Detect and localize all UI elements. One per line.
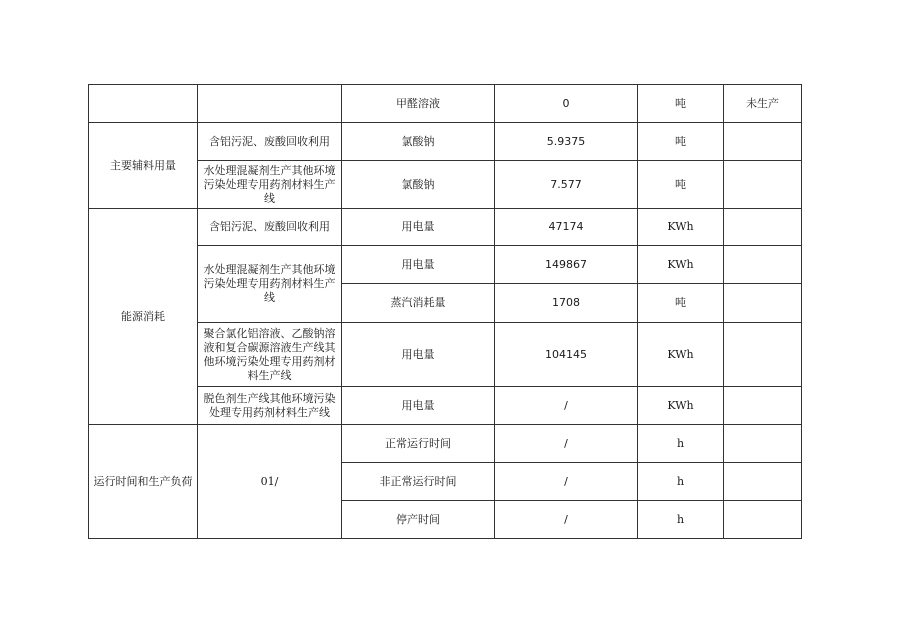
unit-cell: h — [638, 425, 724, 463]
category-cell — [89, 85, 198, 123]
material-cell: 甲醛溶液 — [342, 85, 495, 123]
unit-cell: h — [638, 463, 724, 501]
remark-cell — [724, 246, 802, 284]
material-cell: 用电量 — [342, 387, 495, 425]
remark-cell — [724, 501, 802, 539]
value-cell: 149867 — [495, 246, 638, 284]
remark-cell — [724, 425, 802, 463]
unit-cell: 吨 — [638, 123, 724, 161]
value-cell: / — [495, 463, 638, 501]
value-cell: 7.577 — [495, 161, 638, 209]
remark-cell — [724, 463, 802, 501]
unit-cell: KWh — [638, 209, 724, 246]
value-cell: 5.9375 — [495, 123, 638, 161]
table-row — [89, 123, 802, 161]
material-cell: 用电量 — [342, 323, 495, 387]
line-text: 水处理混凝剂生产其他环境污染处理专用药剂材料生产线 — [203, 263, 336, 304]
value-cell: / — [495, 387, 638, 425]
material-cell: 用电量 — [342, 209, 495, 246]
table-row — [89, 209, 802, 246]
material-cell: 氯酸钠 — [342, 161, 495, 209]
line-text: 聚合氯化铝溶液、乙酸钠溶液和复合碳源溶液生产线其他环境污染处理专用药剂材料生产线 — [203, 326, 336, 382]
line-cell: 01/ — [198, 425, 342, 539]
unit-cell: KWh — [638, 323, 724, 387]
material-cell: 氯酸钠 — [342, 123, 495, 161]
value-cell: 104145 — [495, 323, 638, 387]
remark-cell — [724, 161, 802, 209]
value-cell: 1708 — [495, 284, 638, 323]
line-cell — [198, 323, 342, 387]
value-cell: / — [495, 425, 638, 463]
line-cell: 含铝污泥、废酸回收利用 — [198, 123, 342, 161]
material-cell: 蒸汽消耗量 — [342, 284, 495, 323]
material-cell: 停产时间 — [342, 501, 495, 539]
value-cell: 47174 — [495, 209, 638, 246]
value-cell: 0 — [495, 85, 638, 123]
line-cell — [198, 161, 342, 209]
line-cell: 含铝污泥、废酸回收利用 — [198, 209, 342, 246]
line-cell — [198, 85, 342, 123]
data-table — [88, 84, 802, 539]
unit-cell: 吨 — [638, 85, 724, 123]
value-cell: / — [495, 501, 638, 539]
table-row — [89, 425, 802, 463]
line-text: 水处理混凝剂生产其他环境污染处理专用药剂材料生产线 — [203, 163, 336, 205]
line-cell — [198, 387, 342, 425]
remark-cell — [724, 387, 802, 425]
unit-cell: 吨 — [638, 284, 724, 323]
unit-cell: KWh — [638, 246, 724, 284]
category-cell: 运行时间和生产负荷 — [89, 425, 198, 539]
remark-cell — [724, 209, 802, 246]
material-cell: 正常运行时间 — [342, 425, 495, 463]
category-cell: 主要辅料用量 — [89, 123, 198, 209]
remark-cell — [724, 123, 802, 161]
remark-cell — [724, 284, 802, 323]
table-row — [89, 85, 802, 123]
unit-cell: KWh — [638, 387, 724, 425]
remark-cell — [724, 323, 802, 387]
unit-cell: h — [638, 501, 724, 539]
line-cell — [198, 246, 342, 323]
material-cell: 非正常运行时间 — [342, 463, 495, 501]
remark-cell: 未生产 — [724, 85, 802, 123]
unit-cell: 吨 — [638, 161, 724, 209]
material-cell: 用电量 — [342, 246, 495, 284]
line-text: 脱色剂生产线其他环境污染处理专用药剂材料生产线 — [203, 391, 336, 419]
category-cell: 能源消耗 — [89, 209, 198, 425]
